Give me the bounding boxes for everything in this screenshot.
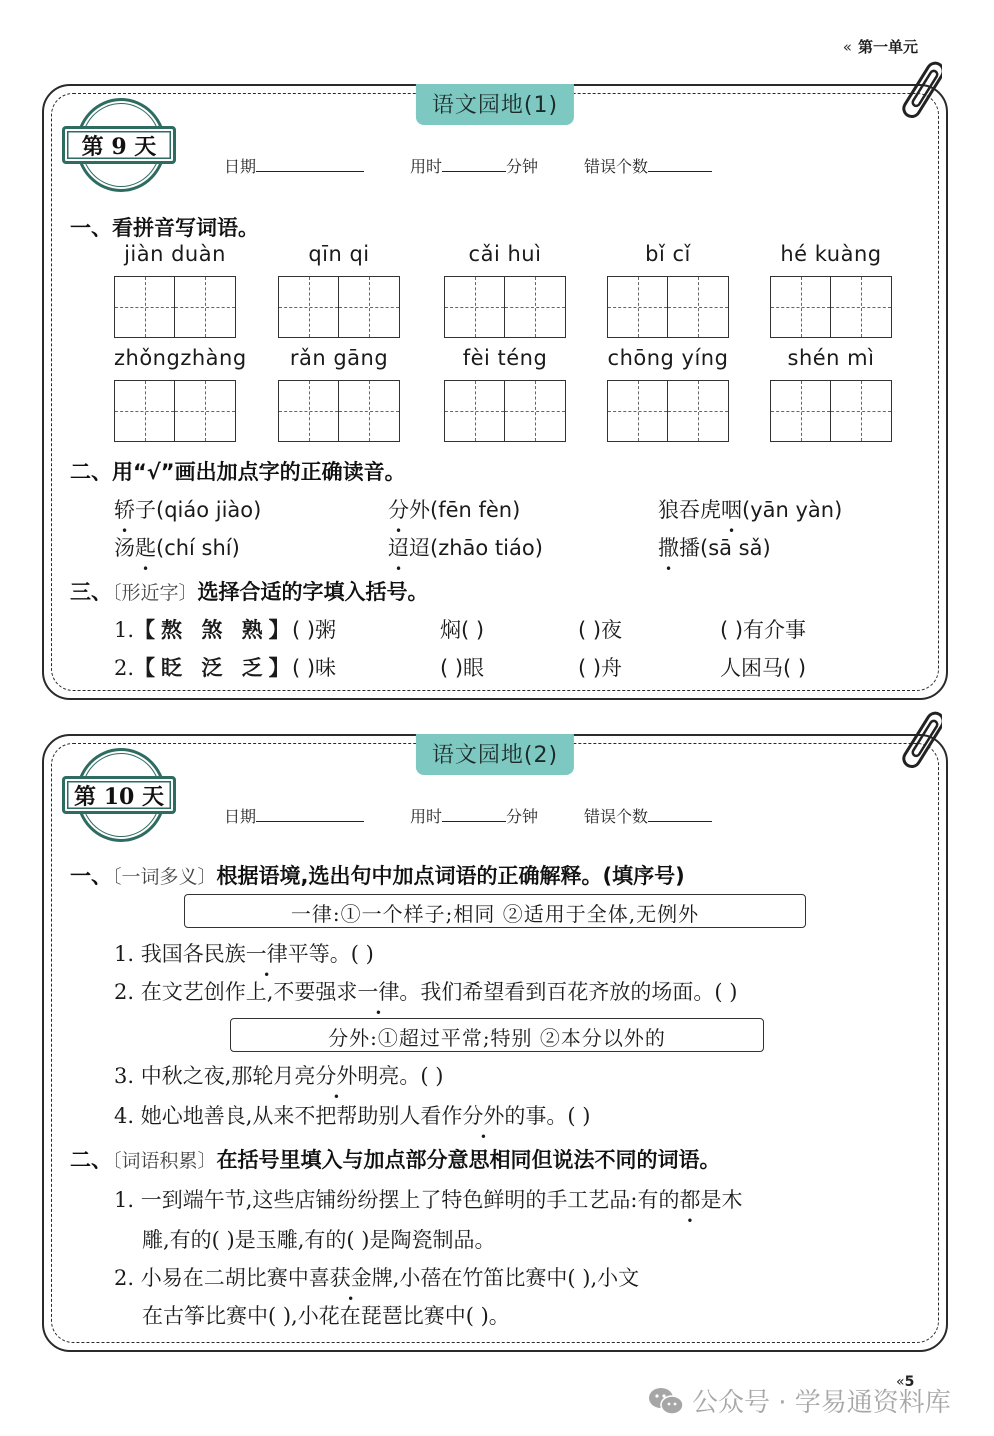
writing-grid[interactable] bbox=[278, 276, 400, 338]
pinyin-word: hé kuàng bbox=[770, 242, 892, 338]
definition-box: 一律:①一个样子;相同 ②适用于全体,无例外 bbox=[184, 894, 806, 928]
question-1-line-1: 1. 一到端午节,这些店铺纷纷摆上了特色鲜明的手工艺品:有的都是木 bbox=[114, 1188, 743, 1212]
meta-row bbox=[224, 154, 712, 177]
writing-grid[interactable] bbox=[278, 380, 400, 442]
section-1-title: 一、〔一词多义〕根据语境,选出句中加点词语的正确解释。(填序号) bbox=[70, 864, 685, 888]
unit-label bbox=[843, 36, 918, 57]
writing-grid[interactable] bbox=[114, 276, 236, 338]
watermark bbox=[648, 1382, 951, 1419]
pinyin-word: jiàn duàn bbox=[114, 242, 236, 338]
time-blank[interactable] bbox=[442, 804, 506, 822]
date-blank[interactable] bbox=[256, 804, 364, 822]
day-badge-label: 第 9 天 bbox=[62, 126, 176, 164]
question-2[interactable]: 2. 在文艺创作上,不要强求一律。我们希望看到百花齐放的场面。( ) bbox=[114, 980, 738, 1004]
section-tag: 语文园地(2) bbox=[416, 734, 574, 775]
fill-blank[interactable]: ( )舟 bbox=[578, 656, 623, 680]
paperclip-icon bbox=[902, 706, 942, 786]
pinyin-word: zhǒngzhàng bbox=[114, 346, 236, 442]
day10-card bbox=[42, 734, 948, 1352]
writing-grid[interactable] bbox=[607, 276, 729, 338]
question-2-line-1[interactable]: 2. 小易在二胡比赛中喜获金牌,小蓓在竹笛比赛中( ),小文 bbox=[114, 1266, 640, 1290]
fill-blank[interactable]: ( )粥 bbox=[292, 618, 337, 642]
errors-label: 错误个数 bbox=[584, 807, 649, 826]
fill-blank[interactable]: ( )味 bbox=[292, 656, 337, 680]
time-label: 用时 bbox=[410, 157, 443, 176]
time-blank[interactable] bbox=[442, 154, 506, 172]
time-label: 用时 bbox=[410, 807, 443, 826]
writing-grid[interactable] bbox=[444, 380, 566, 442]
errors-label: 错误个数 bbox=[584, 157, 649, 176]
pinyin-word: shén mì bbox=[770, 346, 892, 442]
writing-grid[interactable] bbox=[114, 380, 236, 442]
pinyin-word: qīn qi bbox=[278, 242, 400, 338]
pinyin-word: cǎi huì bbox=[444, 242, 566, 338]
pinyin-word: chōng yíng bbox=[607, 346, 729, 442]
question-2: 2.【眨 泛 乏】 bbox=[114, 655, 296, 680]
question-4[interactable]: 4. 她心地善良,从来不把帮助别人看作分外的事。( ) bbox=[114, 1104, 591, 1128]
section-2-title: 二、〔词语积累〕在括号里填入与加点部分意思相同但说法不同的词语。 bbox=[70, 1148, 721, 1172]
date-label: 日期 bbox=[224, 807, 257, 826]
question-2-line-2[interactable]: 在古筝比赛中( ),小花在琵琶比赛中( )。 bbox=[142, 1304, 510, 1328]
question-3[interactable]: 3. 中秋之夜,那轮月亮分外明亮。( ) bbox=[114, 1064, 444, 1088]
fill-blank[interactable]: 焖( ) bbox=[440, 618, 485, 642]
question-1-line-2[interactable]: 雕,有的( )是玉雕,有的( )是陶瓷制品。 bbox=[142, 1228, 496, 1252]
section-tag: 语文园地(1) bbox=[416, 84, 574, 125]
pinyin-word: bǐ cǐ bbox=[607, 242, 729, 338]
section-1-title: 一、看拼音写词语。 bbox=[70, 216, 259, 240]
watermark-text: 公众号 · 学易通资料库 bbox=[692, 1388, 951, 1418]
reading-item[interactable]: 分外(fēn fèn) bbox=[388, 498, 521, 522]
writing-grid[interactable] bbox=[770, 380, 892, 442]
time-unit: 分钟 bbox=[506, 157, 539, 176]
question-1: 1.【熬 煞 熟】 bbox=[114, 617, 296, 642]
reading-item[interactable]: 狼吞虎咽(yān yàn) bbox=[658, 498, 843, 522]
writing-grid[interactable] bbox=[444, 276, 566, 338]
section-3-title: 三、〔形近字〕选择合适的字填入括号。 bbox=[70, 580, 429, 604]
errors-blank[interactable] bbox=[648, 804, 712, 822]
day9-card bbox=[42, 84, 948, 700]
date-blank[interactable] bbox=[256, 154, 364, 172]
section-2-title: 二、用“√”画出加点字的正确读音。 bbox=[70, 460, 406, 484]
question-1[interactable]: 1. 我国各民族一律平等。( ) bbox=[114, 942, 374, 966]
definition-box: 分外:①超过平常;特别 ②本分以外的 bbox=[230, 1018, 764, 1052]
writing-grid[interactable] bbox=[770, 276, 892, 338]
fill-blank[interactable]: 人困马( ) bbox=[720, 656, 807, 680]
unit-title: 第一单元 bbox=[857, 38, 918, 56]
day-badge bbox=[58, 748, 176, 842]
reading-item[interactable]: 撒播(sā sǎ) bbox=[658, 536, 771, 560]
fill-blank[interactable]: ( )夜 bbox=[578, 618, 623, 642]
double-chevron-left-icon: « bbox=[896, 1374, 905, 1390]
time-unit: 分钟 bbox=[506, 807, 539, 826]
fill-blank[interactable]: ( )眼 bbox=[440, 656, 485, 680]
double-chevron-left-icon: « bbox=[842, 38, 852, 56]
fill-blank[interactable]: ( )有介事 bbox=[720, 618, 807, 642]
pinyin-word: rǎn gāng bbox=[278, 346, 400, 442]
errors-blank[interactable] bbox=[648, 154, 712, 172]
meta-row bbox=[224, 804, 712, 827]
wechat-icon bbox=[648, 1386, 684, 1416]
page-number: «5 bbox=[896, 1374, 915, 1390]
reading-item[interactable]: 迢迢(zhāo tiáo) bbox=[388, 536, 543, 560]
reading-item[interactable]: 轿子(qiáo jiào) bbox=[114, 498, 262, 522]
pinyin-word: fèi téng bbox=[444, 346, 566, 442]
paperclip-icon bbox=[902, 56, 942, 136]
day-badge bbox=[58, 98, 176, 192]
reading-item[interactable]: 汤匙(chí shí) bbox=[114, 536, 240, 560]
day-badge-label: 第 10 天 bbox=[62, 776, 176, 814]
date-label: 日期 bbox=[224, 157, 257, 176]
writing-grid[interactable] bbox=[607, 380, 729, 442]
